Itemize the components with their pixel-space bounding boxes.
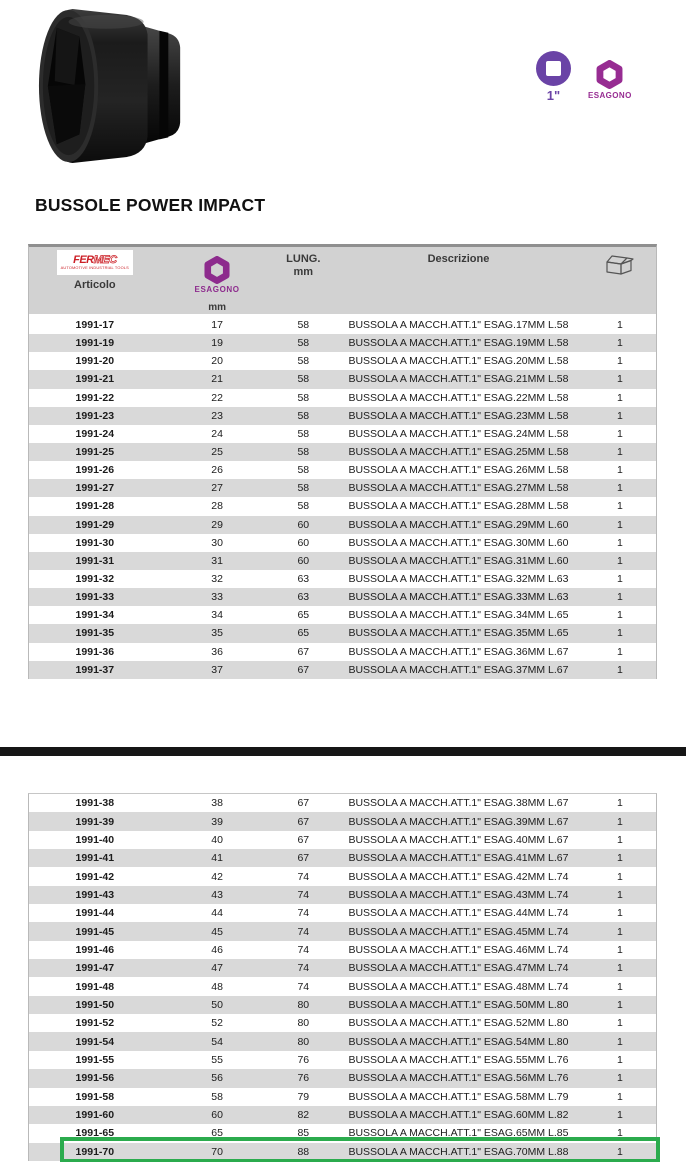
table-row [29, 1069, 656, 1087]
cell-esagono-mm: 54 [211, 1035, 223, 1048]
cell-description: BUSSOLA A MACCH.ATT.1" ESAG.70MM L.88 [348, 1145, 569, 1158]
cell-qty: 1 [617, 609, 623, 622]
cell-lung-mm: 58 [297, 373, 310, 386]
cell-esagono-mm: 41 [211, 852, 223, 865]
cell-qty: 1 [617, 319, 623, 332]
cell-esagono-mm: 55 [211, 1053, 223, 1066]
cell-esagono-mm: 20 [211, 355, 223, 368]
table-row [29, 959, 656, 977]
table-row [29, 661, 656, 679]
cell-article: 1991-39 [75, 815, 115, 828]
cell-article: 1991-31 [75, 554, 115, 567]
cell-description: BUSSOLA A MACCH.ATT.1" ESAG.39MM L.67 [348, 815, 569, 828]
cell-esagono-mm: 39 [211, 815, 223, 828]
cell-article: 1991-52 [75, 1017, 115, 1030]
cell-article: 1991-37 [75, 663, 115, 676]
table-row [29, 904, 656, 922]
column-header-articolo: Articolo [74, 279, 116, 291]
cell-article: 1991-55 [75, 1053, 115, 1066]
cell-qty: 1 [617, 500, 623, 513]
cell-qty: 1 [617, 998, 623, 1011]
cell-lung-mm: 76 [297, 1072, 310, 1085]
hexagon-label: ESAGONO [588, 91, 632, 100]
cell-qty: 1 [617, 1109, 623, 1122]
cell-description: BUSSOLA A MACCH.ATT.1" ESAG.20MM L.58 [348, 355, 569, 368]
fermec-logo-subtitle: AUTOMOTIVE INDUSTRIAL TOOLS [60, 265, 129, 270]
cell-esagono-mm: 19 [211, 337, 223, 350]
cell-esagono-mm: 33 [211, 591, 223, 604]
table-row [29, 461, 656, 479]
cell-description: BUSSOLA A MACCH.ATT.1" ESAG.28MM L.58 [348, 500, 569, 513]
header-col-article [29, 247, 161, 314]
cell-description: BUSSOLA A MACCH.ATT.1" ESAG.52MM L.80 [348, 1017, 569, 1030]
cell-description: BUSSOLA A MACCH.ATT.1" ESAG.33MM L.63 [348, 591, 569, 604]
cell-description: BUSSOLA A MACCH.ATT.1" ESAG.26MM L.58 [348, 464, 569, 477]
cell-lung-mm: 85 [297, 1127, 310, 1140]
cell-article: 1991-30 [75, 536, 115, 549]
cell-description: BUSSOLA A MACCH.ATT.1" ESAG.47MM L.74 [348, 962, 569, 975]
cell-article: 1991-44 [75, 907, 115, 920]
cell-qty: 1 [617, 1017, 623, 1030]
table-row [29, 552, 656, 570]
cell-description: BUSSOLA A MACCH.ATT.1" ESAG.27MM L.58 [348, 482, 569, 495]
cell-qty: 1 [617, 645, 623, 658]
cell-article: 1991-41 [75, 852, 115, 865]
highlight-rectangle [60, 1137, 660, 1162]
cell-qty: 1 [617, 852, 623, 865]
cell-esagono-mm: 45 [211, 925, 223, 938]
cell-article: 1991-25 [75, 446, 115, 459]
cell-lung-mm: 67 [297, 815, 310, 828]
cell-esagono-mm: 30 [211, 536, 223, 549]
cell-esagono-mm: 29 [211, 518, 223, 531]
cell-qty: 1 [617, 1072, 623, 1085]
cell-esagono-mm: 42 [211, 870, 223, 883]
cell-lung-mm: 65 [297, 627, 310, 640]
cell-description: BUSSOLA A MACCH.ATT.1" ESAG.22MM L.58 [348, 391, 569, 404]
cell-esagono-mm: 37 [211, 663, 223, 676]
cell-qty: 1 [617, 815, 623, 828]
cell-qty: 1 [617, 373, 623, 386]
cell-lung-mm: 80 [297, 998, 310, 1011]
table-row [29, 941, 656, 959]
table-row [29, 1014, 656, 1032]
cell-lung-mm: 67 [297, 663, 310, 676]
table-row [29, 316, 656, 334]
table-row [29, 389, 656, 407]
cell-esagono-mm: 52 [211, 1017, 223, 1030]
fermec-logo: FERMEC AUTOMOTIVE INDUSTRIAL TOOLS [57, 250, 133, 275]
cell-qty: 1 [617, 355, 623, 368]
cell-esagono-mm: 46 [211, 943, 223, 956]
cell-article: 1991-46 [75, 943, 115, 956]
cell-esagono-mm: 36 [211, 645, 223, 658]
cell-description: BUSSOLA A MACCH.ATT.1" ESAG.35MM L.65 [348, 627, 569, 640]
cell-article: 1991-38 [75, 797, 115, 810]
cell-article: 1991-47 [75, 962, 115, 975]
cell-qty: 1 [617, 888, 623, 901]
cell-lung-mm: 82 [297, 1109, 310, 1122]
table-row [29, 996, 656, 1014]
cell-description: BUSSOLA A MACCH.ATT.1" ESAG.43MM L.74 [348, 888, 569, 901]
table-row [29, 849, 656, 867]
cell-description: BUSSOLA A MACCH.ATT.1" ESAG.25MM L.58 [348, 446, 569, 459]
cell-description: BUSSOLA A MACCH.ATT.1" ESAG.54MM L.80 [348, 1035, 569, 1048]
cell-description: BUSSOLA A MACCH.ATT.1" ESAG.37MM L.67 [348, 663, 569, 676]
cell-lung-mm: 58 [297, 500, 310, 513]
page-divider [0, 747, 686, 756]
cell-article: 1991-34 [75, 609, 115, 622]
table-row [29, 867, 656, 885]
cell-description: BUSSOLA A MACCH.ATT.1" ESAG.40MM L.67 [348, 833, 569, 846]
cell-esagono-mm: 44 [211, 907, 223, 920]
cell-lung-mm: 58 [297, 355, 310, 368]
header-col-esagono [161, 247, 274, 314]
cell-qty: 1 [617, 1035, 623, 1048]
cell-qty: 1 [617, 482, 623, 495]
cell-description: BUSSOLA A MACCH.ATT.1" ESAG.65MM L.85 [348, 1127, 569, 1140]
cell-description: BUSSOLA A MACCH.ATT.1" ESAG.50MM L.80 [348, 998, 569, 1011]
cell-qty: 1 [617, 870, 623, 883]
table-row [29, 370, 656, 388]
cell-description: BUSSOLA A MACCH.ATT.1" ESAG.36MM L.67 [348, 645, 569, 658]
cell-qty: 1 [617, 833, 623, 846]
cell-lung-mm: 74 [297, 870, 310, 883]
table-body-part2 [29, 794, 656, 1161]
table-row [29, 425, 656, 443]
cell-article: 1991-50 [75, 998, 115, 1011]
page-title: BUSSOLE POWER IMPACT [35, 195, 266, 215]
cell-esagono-mm: 24 [211, 427, 223, 440]
column-header-lung-unit: mm [293, 266, 314, 278]
cell-lung-mm: 58 [297, 482, 310, 495]
cell-qty: 1 [617, 1127, 623, 1140]
cell-description: BUSSOLA A MACCH.ATT.1" ESAG.23MM L.58 [348, 409, 569, 422]
cell-description: BUSSOLA A MACCH.ATT.1" ESAG.48MM L.74 [348, 980, 569, 993]
cell-article: 1991-43 [75, 888, 115, 901]
table-row [29, 1051, 656, 1069]
column-header-lung: LUNG. [286, 253, 321, 265]
cell-article: 1991-35 [75, 627, 115, 640]
cell-lung-mm: 60 [297, 518, 310, 531]
table-row [29, 1106, 656, 1124]
cell-article: 1991-48 [75, 980, 115, 993]
impact-socket-image [35, 6, 193, 168]
cell-lung-mm: 58 [297, 427, 310, 440]
table-header [29, 247, 656, 314]
cell-article: 1991-65 [75, 1127, 115, 1140]
cell-lung-mm: 65 [297, 609, 310, 622]
table-row [29, 977, 656, 995]
cell-lung-mm: 63 [297, 573, 310, 586]
cell-lung-mm: 58 [297, 446, 310, 459]
table-row [29, 624, 656, 642]
product-photo-socket [35, 6, 193, 168]
table-row [29, 407, 656, 425]
table-body-part1 [29, 316, 656, 679]
cell-qty: 1 [617, 464, 623, 477]
cell-description: BUSSOLA A MACCH.ATT.1" ESAG.56MM L.76 [348, 1072, 569, 1085]
cell-esagono-mm: 43 [211, 888, 223, 901]
cell-description: BUSSOLA A MACCH.ATT.1" ESAG.38MM L.67 [348, 797, 569, 810]
cell-lung-mm: 58 [297, 337, 310, 350]
cell-lung-mm: 60 [297, 554, 310, 567]
cell-article: 1991-24 [75, 427, 115, 440]
cell-article: 1991-54 [75, 1035, 115, 1048]
cell-esagono-mm: 25 [211, 446, 223, 459]
column-header-esagono: ESAGONO [194, 285, 240, 294]
cell-description: BUSSOLA A MACCH.ATT.1" ESAG.30MM L.60 [348, 536, 569, 549]
table-row [29, 1032, 656, 1050]
table-row [29, 352, 656, 370]
cell-qty: 1 [617, 591, 623, 604]
table-row [29, 516, 656, 534]
cell-qty: 1 [617, 409, 623, 422]
cell-description: BUSSOLA A MACCH.ATT.1" ESAG.19MM L.58 [348, 337, 569, 350]
cell-lung-mm: 79 [297, 1090, 310, 1103]
cell-description: BUSSOLA A MACCH.ATT.1" ESAG.55MM L.76 [348, 1053, 569, 1066]
cell-description: BUSSOLA A MACCH.ATT.1" ESAG.32MM L.63 [348, 573, 569, 586]
cell-qty: 1 [617, 427, 623, 440]
cell-description: BUSSOLA A MACCH.ATT.1" ESAG.46MM L.74 [348, 943, 569, 956]
cell-qty: 1 [617, 554, 623, 567]
cell-lung-mm: 74 [297, 907, 310, 920]
cell-esagono-mm: 47 [211, 962, 223, 975]
cell-article: 1991-21 [75, 373, 115, 386]
table-row [29, 922, 656, 940]
table-row [29, 588, 656, 606]
cell-lung-mm: 74 [297, 962, 310, 975]
cell-esagono-mm: 31 [211, 554, 223, 567]
cell-description: BUSSOLA A MACCH.ATT.1" ESAG.42MM L.74 [348, 870, 569, 883]
table-row [29, 334, 656, 352]
cell-esagono-mm: 48 [211, 980, 223, 993]
cell-article: 1991-36 [75, 645, 115, 658]
table-row [29, 643, 656, 661]
cell-qty: 1 [617, 943, 623, 956]
header-col-packaging [584, 247, 656, 314]
cell-article: 1991-22 [75, 391, 115, 404]
hexagon-icon [203, 256, 231, 284]
cell-description: BUSSOLA A MACCH.ATT.1" ESAG.21MM L.58 [348, 373, 569, 386]
cell-article: 1991-28 [75, 500, 115, 513]
cell-article: 1991-32 [75, 573, 115, 586]
cell-lung-mm: 80 [297, 1035, 310, 1048]
cell-article: 1991-23 [75, 409, 115, 422]
cell-article: 1991-26 [75, 464, 115, 477]
table-row [29, 497, 656, 515]
cell-lung-mm: 67 [297, 797, 310, 810]
cell-esagono-mm: 56 [211, 1072, 223, 1085]
cell-lung-mm: 58 [297, 409, 310, 422]
cell-qty: 1 [617, 536, 623, 549]
cell-article: 1991-42 [75, 870, 115, 883]
cell-article: 1991-20 [75, 355, 115, 368]
column-header-descrizione: Descrizione [427, 253, 490, 265]
cell-qty: 1 [617, 925, 623, 938]
cell-esagono-mm: 58 [211, 1090, 223, 1103]
cell-qty: 1 [617, 907, 623, 920]
cell-article: 1991-19 [75, 337, 115, 350]
cell-article: 1991-29 [75, 518, 115, 531]
cell-description: BUSSOLA A MACCH.ATT.1" ESAG.58MM L.79 [348, 1090, 569, 1103]
cell-description: BUSSOLA A MACCH.ATT.1" ESAG.24MM L.58 [348, 427, 569, 440]
cell-description: BUSSOLA A MACCH.ATT.1" ESAG.29MM L.60 [348, 518, 569, 531]
cell-description: BUSSOLA A MACCH.ATT.1" ESAG.45MM L.74 [348, 925, 569, 938]
package-box-icon [603, 251, 637, 277]
cell-lung-mm: 74 [297, 980, 310, 993]
spec-icons [535, 50, 655, 108]
cell-lung-mm: 67 [297, 833, 310, 846]
cell-esagono-mm: 35 [211, 627, 223, 640]
cell-lung-mm: 58 [297, 464, 310, 477]
cell-qty: 1 [617, 446, 623, 459]
cell-description: BUSSOLA A MACCH.ATT.1" ESAG.31MM L.60 [348, 554, 569, 567]
table-row [29, 812, 656, 830]
cell-esagono-mm: 34 [211, 609, 223, 622]
cell-esagono-mm: 27 [211, 482, 223, 495]
table-row [29, 479, 656, 497]
cell-qty: 1 [617, 663, 623, 676]
cell-article: 1991-45 [75, 925, 115, 938]
cell-lung-mm: 58 [297, 319, 310, 332]
cell-article: 1991-58 [75, 1090, 115, 1103]
cell-description: BUSSOLA A MACCH.ATT.1" ESAG.17MM L.58 [348, 319, 569, 332]
table-row [29, 1088, 656, 1106]
cell-article: 1991-17 [75, 319, 115, 332]
cell-esagono-mm: 17 [211, 319, 223, 332]
table-row [29, 443, 656, 461]
cell-esagono-mm: 40 [211, 833, 223, 846]
hexagon-icon [595, 60, 624, 89]
cell-article: 1991-70 [75, 1145, 115, 1158]
cell-qty: 1 [617, 627, 623, 640]
column-header-esagono-unit: mm [208, 302, 226, 313]
cell-qty: 1 [617, 518, 623, 531]
cell-qty: 1 [617, 962, 623, 975]
cell-lung-mm: 74 [297, 888, 310, 901]
cell-esagono-mm: 32 [211, 573, 223, 586]
table-row [29, 570, 656, 588]
cell-qty: 1 [617, 1090, 623, 1103]
cell-lung-mm: 76 [297, 1053, 310, 1066]
cell-esagono-mm: 65 [211, 1127, 223, 1140]
table-row [29, 886, 656, 904]
cell-article: 1991-40 [75, 833, 115, 846]
square-drive-icon [535, 50, 572, 87]
cell-description: BUSSOLA A MACCH.ATT.1" ESAG.41MM L.67 [348, 852, 569, 865]
cell-lung-mm: 67 [297, 852, 310, 865]
cell-esagono-mm: 26 [211, 464, 223, 477]
header-col-length [274, 247, 334, 314]
cell-esagono-mm: 28 [211, 500, 223, 513]
cell-esagono-mm: 60 [211, 1109, 223, 1122]
cell-article: 1991-60 [75, 1109, 115, 1122]
cell-lung-mm: 60 [297, 536, 310, 549]
products-table-part2 [28, 793, 657, 1161]
cell-esagono-mm: 70 [211, 1145, 223, 1158]
cell-lung-mm: 74 [297, 925, 310, 938]
cell-article: 1991-33 [75, 591, 115, 604]
table-row [29, 831, 656, 849]
cell-qty: 1 [617, 797, 623, 810]
products-table-part1 [28, 244, 657, 679]
cell-description: BUSSOLA A MACCH.ATT.1" ESAG.44MM L.74 [348, 907, 569, 920]
cell-lung-mm: 80 [297, 1017, 310, 1030]
cell-description: BUSSOLA A MACCH.ATT.1" ESAG.34MM L.65 [348, 609, 569, 622]
cell-lung-mm: 58 [297, 391, 310, 404]
drive-size-label: 1" [546, 88, 561, 103]
hexagon-block [588, 60, 632, 100]
cell-qty: 1 [617, 1145, 623, 1158]
cell-qty: 1 [617, 1053, 623, 1066]
table-row [29, 534, 656, 552]
cell-esagono-mm: 21 [211, 373, 223, 386]
cell-qty: 1 [617, 391, 623, 404]
cell-esagono-mm: 50 [211, 998, 223, 1011]
cell-article: 1991-56 [75, 1072, 115, 1085]
cell-qty: 1 [617, 573, 623, 586]
cell-lung-mm: 74 [297, 943, 310, 956]
cell-article: 1991-27 [75, 482, 115, 495]
table-row [29, 794, 656, 812]
cell-esagono-mm: 38 [211, 797, 223, 810]
table-row [29, 606, 656, 624]
header-col-description [333, 247, 584, 314]
cell-esagono-mm: 22 [211, 391, 223, 404]
cell-lung-mm: 88 [297, 1145, 310, 1158]
cell-lung-mm: 67 [297, 645, 310, 658]
cell-qty: 1 [617, 337, 623, 350]
cell-lung-mm: 63 [297, 591, 310, 604]
cell-qty: 1 [617, 980, 623, 993]
drive-size-block [535, 50, 572, 103]
cell-esagono-mm: 23 [211, 409, 223, 422]
cell-description: BUSSOLA A MACCH.ATT.1" ESAG.60MM L.82 [348, 1109, 569, 1122]
